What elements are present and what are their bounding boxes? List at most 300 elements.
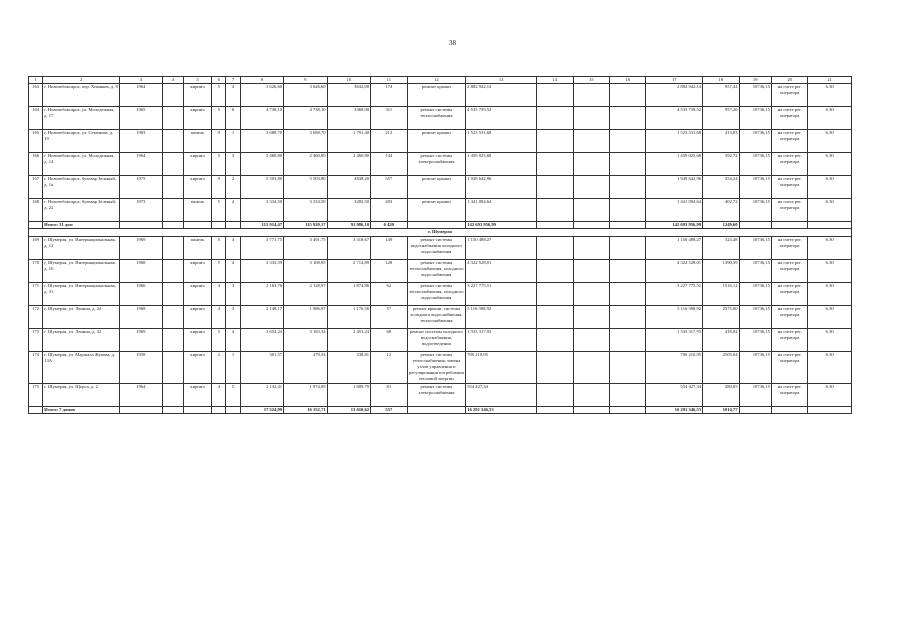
cell-a: 3 626,60 [240, 84, 284, 107]
cell-empty [183, 406, 211, 413]
cell-sum: 5 116 398,92 [466, 305, 537, 328]
cell-empty [771, 222, 807, 229]
cell-work: ремонт крыши, системы холодного водоснабжения, теплоснабжения [407, 305, 466, 328]
cell-mat: кирпич [183, 84, 211, 107]
cell-res: 57 [371, 305, 407, 328]
column-number: 15 [573, 77, 609, 84]
cell-res: 149 [371, 236, 407, 259]
cell-empty [609, 259, 645, 282]
cell-addr: г. Новочебоксарск, ул. Молодежная, д. 14 [43, 153, 120, 176]
column-number: 11 [371, 77, 407, 84]
cell-t18: 2575,00 [703, 305, 739, 328]
cell-c: 3283,50 [327, 199, 371, 222]
cell-empty [537, 282, 573, 305]
total-t17: 142 693 956,99 [646, 222, 703, 229]
cell-empty [808, 406, 852, 413]
cell-empty [226, 222, 240, 229]
cell-year: 1983 [120, 130, 163, 153]
cell-t17: 5 116 398,92 [646, 305, 703, 328]
cell-empty [573, 222, 609, 229]
cell-empty [537, 199, 573, 222]
cell-empty [120, 222, 163, 229]
cell-empty [162, 328, 183, 351]
cell-empty [162, 383, 183, 406]
cell-en: 5 [226, 383, 240, 406]
column-number: 16 [609, 77, 645, 84]
cell-en: 3 [226, 153, 240, 176]
cell-empty [537, 107, 573, 130]
cell-empty [573, 305, 609, 328]
cell-n: 173 [29, 328, 43, 351]
total-residents: 6 420 [371, 222, 407, 229]
cell-work: ремонт системы электроснабжения [407, 383, 466, 406]
cell-empty [573, 130, 609, 153]
city-name: г. Шумерля [29, 229, 852, 236]
column-number: 5 [183, 77, 211, 84]
column-number: 20 [771, 77, 807, 84]
cell-t18: 418,82 [703, 328, 739, 351]
cell-n: 175 [29, 383, 43, 406]
cell-empty [162, 351, 183, 383]
cell-sum: 3 227 775,51 [466, 282, 537, 305]
cell-empty [609, 84, 645, 107]
cell-a: 4 738,10 [240, 107, 284, 130]
cell-mat: панель [183, 130, 211, 153]
table-row [29, 130, 852, 153]
cell-t20: на счете рег. оператора [771, 84, 807, 107]
cell-sum: 1 949 642,96 [466, 176, 537, 199]
cell-empty [609, 222, 645, 229]
cell-empty [162, 199, 183, 222]
cell-a: 3 333,59 [240, 259, 284, 282]
cell-res: 203 [371, 199, 407, 222]
column-number: 4 [162, 77, 183, 84]
cell-res: 68 [371, 328, 407, 351]
total-row [29, 406, 852, 413]
cell-work: ремонт системы электроснабжения [407, 153, 466, 176]
cell-en: 4 [226, 328, 240, 351]
cell-year: 1968 [120, 305, 163, 328]
cell-empty [573, 236, 609, 259]
cell-en: 2 [226, 176, 240, 199]
cell-empty [162, 282, 183, 305]
cell-t20: на счете рег. оператора [771, 236, 807, 259]
total-residents: 557 [371, 406, 407, 413]
cell-t21: 6.30 [808, 328, 852, 351]
table-row [29, 84, 852, 107]
cell-t17: 4 535 739,52 [646, 107, 703, 130]
cell-addr: г. Шумерля, ул. Ленина, д. 32 [43, 328, 120, 351]
cell-res: 311 [371, 107, 407, 130]
cell-sum: 554 427,34 [466, 383, 537, 406]
cell-fl: 5 [212, 107, 226, 130]
housing-repair-table [28, 76, 852, 414]
total-c: 91 986,10 [327, 222, 371, 229]
cell-t18: 1390,39 [703, 259, 739, 282]
cell-addr: г. Новочебоксарск, ул. Семенова, д. 19 [43, 130, 120, 153]
cell-work: ремонт крыши [407, 130, 466, 153]
cell-c: 1 791,40 [327, 130, 371, 153]
cell-res: 62 [371, 282, 407, 305]
cell-empty [537, 406, 573, 413]
cell-t18: 323,48 [703, 236, 739, 259]
cell-n: 164 [29, 107, 43, 130]
cell-sum: 1 441 094,64 [466, 199, 537, 222]
cell-t17: 700 210,95 [646, 351, 703, 383]
cell-c: 2 714,89 [327, 259, 371, 282]
cell-year: 1975 [120, 176, 163, 199]
cell-empty [162, 107, 183, 130]
cell-b: 3 108,85 [284, 259, 328, 282]
cell-n: 170 [29, 259, 43, 282]
cell-empty [537, 236, 573, 259]
table-row [29, 176, 852, 199]
cell-addr: г. Шумерля, ул. Щорса, д. 2 [43, 383, 120, 406]
cell-t18: 2505,04 [703, 351, 739, 383]
cell-empty [573, 406, 609, 413]
cell-empty [162, 153, 183, 176]
cell-fl: 5 [212, 236, 226, 259]
cell-t19: 10736,15 [739, 199, 771, 222]
cell-fl: 4 [212, 383, 226, 406]
column-number: 6 [212, 77, 226, 84]
table-row [29, 282, 852, 305]
cell-fl: 4 [212, 305, 226, 328]
cell-empty [739, 222, 771, 229]
cell-t20: на счете рег. оператора [771, 130, 807, 153]
cell-empty [573, 199, 609, 222]
cell-a: 5 503,80 [240, 176, 284, 199]
cell-addr: г. Новочебоксарск, бульвар Зеленый, д. 1а [43, 176, 120, 199]
table-row [29, 107, 852, 130]
cell-t21: 6.30 [808, 84, 852, 107]
cell-t17: 3 227 775,51 [646, 282, 703, 305]
cell-t20: на счете рег. оператора [771, 305, 807, 328]
table-row [29, 153, 852, 176]
cell-en: 4 [226, 84, 240, 107]
total-t18: 1249,60 [703, 222, 739, 229]
cell-b: 4 738,10 [284, 107, 328, 130]
cell-t17: 1 459 025,68 [646, 153, 703, 176]
cell-t17: 1 523 531,68 [646, 130, 703, 153]
cell-t19: 10736,15 [739, 84, 771, 107]
cell-empty [162, 305, 183, 328]
cell-empty [162, 236, 183, 259]
cell-res: 128 [371, 259, 407, 282]
cell-empty [537, 222, 573, 229]
cell-empty [609, 107, 645, 130]
cell-empty [212, 222, 226, 229]
cell-work: ремонт крыши [407, 199, 466, 222]
total-sum: 142 693 956,99 [466, 222, 537, 229]
cell-en: 3 [226, 282, 240, 305]
total-t17: 16 291 346,53 [646, 406, 703, 413]
cell-empty [537, 351, 573, 383]
cell-t21: 6.30 [808, 282, 852, 305]
cell-t18: 957,26 [703, 107, 739, 130]
column-number: 18 [703, 77, 739, 84]
total-t18: 1014,77 [703, 406, 739, 413]
cell-c: 3632,00 [327, 84, 371, 107]
cell-work: ремонт крыши [407, 176, 466, 199]
cell-empty [537, 176, 573, 199]
column-number: 10 [327, 77, 371, 84]
cell-t18: 402,72 [703, 199, 739, 222]
cell-t18: 957,44 [703, 84, 739, 107]
cell-year: 1968 [120, 259, 163, 282]
cell-n: 165 [29, 130, 43, 153]
total-a: 115 914,47 [240, 222, 284, 229]
cell-work: ремонт системы теплоснабжения, холодного водоснабжения [407, 282, 466, 305]
cell-empty [609, 328, 645, 351]
cell-b: 3 688,70 [284, 130, 328, 153]
city-row [29, 229, 852, 236]
cell-empty [407, 406, 466, 413]
cell-en: 6 [226, 107, 240, 130]
cell-mat: кирпич [183, 153, 211, 176]
cell-empty [537, 305, 573, 328]
column-number: 8 [240, 77, 284, 84]
cell-mat: панель [183, 199, 211, 222]
cell-empty [573, 84, 609, 107]
cell-res: 212 [371, 130, 407, 153]
cell-mat: кирпич [183, 282, 211, 305]
cell-a: 2 163,76 [240, 282, 284, 305]
cell-addr: г. Шумерля, ул. Маршала Жукова, д. 13А [43, 351, 120, 383]
cell-fl: 5 [212, 259, 226, 282]
column-number: 17 [646, 77, 703, 84]
cell-empty [609, 236, 645, 259]
cell-n: 174 [29, 351, 43, 383]
cell-empty [609, 282, 645, 305]
cell-t19: 10736,15 [739, 107, 771, 130]
cell-b: 2 460,80 [284, 153, 328, 176]
cell-t20: на счете рег. оператора [771, 328, 807, 351]
cell-b: 279,54 [284, 351, 328, 383]
cell-sum: 4 322 528,01 [466, 259, 537, 282]
cell-empty [162, 406, 183, 413]
cell-empty [771, 406, 807, 413]
cell-n: 167 [29, 176, 43, 199]
cell-en: 4 [226, 199, 240, 222]
cell-t21: 6.30 [808, 383, 852, 406]
cell-t20: на счете рег. оператора [771, 107, 807, 130]
column-number: 19 [739, 77, 771, 84]
cell-t17: 1 150 488,27 [646, 236, 703, 259]
cell-t19: 10736,15 [739, 236, 771, 259]
cell-fl: 5 [212, 153, 226, 176]
cell-en: 4 [226, 236, 240, 259]
cell-c: 3 318,67 [327, 236, 371, 259]
cell-t21: 6.30 [808, 305, 852, 328]
cell-n: 172 [29, 305, 43, 328]
cell-year: 1973 [120, 199, 163, 222]
cell-b: 3 334,50 [284, 199, 328, 222]
total-row [29, 222, 852, 229]
cell-empty [537, 328, 573, 351]
cell-a: 3 654,24 [240, 328, 284, 351]
cell-t18: 1516,12 [703, 282, 739, 305]
cell-mat: кирпич [183, 383, 211, 406]
cell-empty [609, 383, 645, 406]
table-row [29, 259, 852, 282]
cell-empty [609, 199, 645, 222]
cell-mat: панель [183, 236, 211, 259]
total-a: 17 324,99 [240, 406, 284, 413]
cell-mat: кирпич [183, 176, 211, 199]
cell-work: ремонт системы теплоснабжения, замена узлов управления и регулирования потребления тепловой энергии [407, 351, 466, 383]
cell-a: 3 688,70 [240, 130, 284, 153]
cell-t19: 10736,15 [739, 383, 771, 406]
cell-a: 2 148,17 [240, 305, 284, 328]
total-label: Итого: 7 домов [43, 406, 120, 413]
cell-t17: 1 441 094,64 [646, 199, 703, 222]
cell-addr: г. Шумерля, ул. Интернациональная, д. 16 [43, 259, 120, 282]
cell-empty [573, 153, 609, 176]
cell-empty [609, 130, 645, 153]
page-number: 38 [449, 39, 456, 47]
cell-empty [573, 383, 609, 406]
cell-t20: на счете рег. оператора [771, 153, 807, 176]
cell-t19: 10736,15 [739, 153, 771, 176]
cell-year: 1958 [120, 351, 163, 383]
cell-en: 1 [226, 351, 240, 383]
cell-year: 1964 [120, 84, 163, 107]
cell-t21: 6.30 [808, 107, 852, 130]
cell-b: 3 626,60 [284, 84, 328, 107]
cell-year: 1966 [120, 282, 163, 305]
cell-t21: 6.30 [808, 236, 852, 259]
cell-work: ремонт крыши [407, 84, 466, 107]
cell-fl: 5 [212, 84, 226, 107]
cell-mat: кирпич [183, 107, 211, 130]
cell-mat: кирпич [183, 259, 211, 282]
cell-t21: 6.30 [808, 199, 852, 222]
cell-b: 3 183,34 [284, 328, 328, 351]
table-row [29, 305, 852, 328]
cell-empty [162, 222, 183, 229]
cell-c: 238,81 [327, 351, 371, 383]
cell-t17: 1 333 317,93 [646, 328, 703, 351]
cell-addr: г. Шумерля, ул. Интернациональная, д. 31 [43, 282, 120, 305]
cell-sum: 1 459 025,68 [466, 153, 537, 176]
cell-t17: 554 427,34 [646, 383, 703, 406]
cell-fl: 9 [212, 130, 226, 153]
cell-empty [212, 406, 226, 413]
cell-t21: 6.30 [808, 153, 852, 176]
table-row [29, 199, 852, 222]
cell-a: 3 771,75 [240, 236, 284, 259]
cell-b: 5 503,80 [284, 176, 328, 199]
cell-c: 4838,20 [327, 176, 371, 199]
cell-b: 3 491,75 [284, 236, 328, 259]
cell-a: 2 132,41 [240, 383, 284, 406]
cell-sum: 1 150 488,27 [466, 236, 537, 259]
total-b: 16 152,71 [284, 406, 328, 413]
cell-n: 171 [29, 282, 43, 305]
cell-empty [573, 107, 609, 130]
column-number: 13 [466, 77, 537, 84]
cell-year: 1969 [120, 328, 163, 351]
cell-t19: 10736,15 [739, 305, 771, 328]
cell-t19: 10736,15 [739, 176, 771, 199]
total-b: 115 920,17 [284, 222, 328, 229]
table-row [29, 328, 852, 351]
cell-t18: 280,85 [703, 383, 739, 406]
cell-t17: 1 949 642,96 [646, 176, 703, 199]
table-row [29, 383, 852, 406]
cell-fl: 9 [212, 176, 226, 199]
column-number: 9 [284, 77, 328, 84]
cell-empty [609, 406, 645, 413]
cell-sum: 1 523 531,68 [466, 130, 537, 153]
cell-t18: 354,24 [703, 176, 739, 199]
cell-c: 1 874,86 [327, 282, 371, 305]
cell-work: ремонт системы теплоснабжения, холодного водоснабжения [407, 259, 466, 282]
cell-year: 1964 [120, 383, 163, 406]
cell-year: 1964 [120, 153, 163, 176]
cell-en: 3 [226, 305, 240, 328]
cell-work: ремонт системы холодного водоснабжения, водоотведения [407, 328, 466, 351]
cell-t19: 10736,15 [739, 282, 771, 305]
column-number: 1 [29, 77, 43, 84]
cell-t21: 6.30 [808, 130, 852, 153]
column-number: 2 [43, 77, 120, 84]
cell-empty [573, 176, 609, 199]
cell-empty [573, 351, 609, 383]
cell-year: 1969 [120, 236, 163, 259]
cell-empty [609, 153, 645, 176]
cell-addr: г. Шумерля, ул. Интернациональная, д. 12 [43, 236, 120, 259]
cell-fl: 5 [212, 199, 226, 222]
cell-sum: 4 535 739,52 [466, 107, 537, 130]
cell-b: 1 974,09 [284, 383, 328, 406]
column-number: 14 [537, 77, 573, 84]
cell-t20: на счете рег. оператора [771, 199, 807, 222]
cell-res: 144 [371, 153, 407, 176]
cell-a: 3 334,50 [240, 199, 284, 222]
cell-empty [120, 406, 163, 413]
cell-mat: кирпич [183, 351, 211, 383]
table-row [29, 351, 852, 383]
column-number-row [29, 77, 852, 84]
cell-c: 1 689,79 [327, 383, 371, 406]
cell-sum: 700 210,95 [466, 351, 537, 383]
cell-empty [162, 259, 183, 282]
cell-empty [609, 305, 645, 328]
column-number: 7 [226, 77, 240, 84]
cell-fl: 5 [212, 328, 226, 351]
column-number: 3 [120, 77, 163, 84]
cell-empty [162, 84, 183, 107]
cell-n: 169 [29, 236, 43, 259]
cell-en: 1 [226, 130, 240, 153]
cell-fl: 4 [212, 282, 226, 305]
cell-c: 3368,00 [327, 107, 371, 130]
cell-t20: на счете рег. оператора [771, 282, 807, 305]
cell-sum: 1 333 317,93 [466, 328, 537, 351]
cell-empty [226, 406, 240, 413]
cell-addr: г. Новочебоксарск, ул. Молодежная, д. 17 [43, 107, 120, 130]
cell-empty [573, 328, 609, 351]
cell-empty [609, 176, 645, 199]
cell-addr: г. Шумерля, ул. Ленина, д. 24 [43, 305, 120, 328]
cell-n: 163 [29, 84, 43, 107]
cell-empty [183, 222, 211, 229]
cell-t18: 592,72 [703, 153, 739, 176]
cell-empty [609, 351, 645, 383]
cell-t21: 6.30 [808, 351, 852, 383]
